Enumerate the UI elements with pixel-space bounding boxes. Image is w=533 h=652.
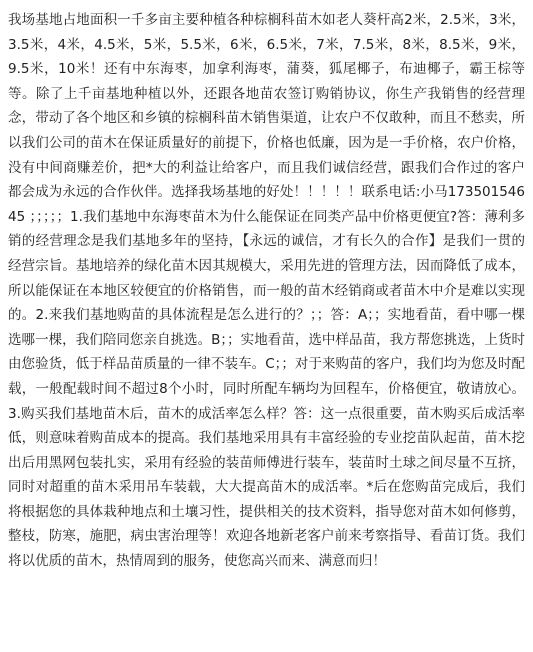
article-body: 我场基地占地面积一千多亩主要种植各种棕榈科苗木如老人葵杆高2米，2.5米，3米，3.5米，4米，4.5米，5米，5.5米，6米，6.5米，7米，7.5米，8米，8.5米，9米，9.5米，10米！还有中东海枣，加拿利海枣，蒲葵，狐尾椰子，布迪椰子，霸王棕等等。除了上千亩基地种植以外，还跟各地苗农签订购销协议，你生产我销售的经营理念，带动了各个地区和乡镇的棕榈科苗木销售渠道，让农户不仅敢种，而且不愁卖，所以我们公司的苗木在保证质量好的前提下，价格也低廉，因为是一手价格，农户价格，没有中间商赚差价，把*大的利益让给客户，而且我们诚信经营，跟我们合作过的客户都会成为永远的合作伙伴。选择我场基地的好处！！！！！联系电话:小马17350154645 ；；；；；1.我们基地中东海枣苗木为什么能保证在同类产品中价格更便宜?答：薄利多销的经营理念是我们基地多年的坚持，【永远的诚信，才有长久的合作】是我们一贯的经营宗旨。基地培养的绿化苗木因其规模大，采用先进的管理方法，因而降低了成本，所以能保证在本地区较便宜的价格销售，而一般的苗木经销商或者苗木中介是难以实现的。2.来我们基地购苗的具体流程是怎么进行的？；；答：A；；实地看苗，看中哪一棵选哪一棵，我们陪同您亲自挑选。B；；实地看苗，选中样品苗，我方帮您挑选，上货时由您验货，低于样品苗质量的一律不装车。C；；对于来购苗的客户，我们均为您及时配载，一般配载时间不超过8个小时，同时所配车辆均为回程车，价格便宜，敬请放心。3.购买我们基地苗木后，苗木的成活率怎么样？答：这一点很重要，苗木购买后成活率低，则意味着购苗成本的提高。我们基地采用具有丰富经验的专业挖苗队起苗，苗木挖出后用黑网包装扎实，采用有经验的装苗师傅进行装车，装苗时土球之间尽量不互挤，同时对超重的苗木采用吊车装载，大大提高苗木的成活率。*后在您购苗完成后，我们将根据您的具体栽种地点和土壤习性，提供相关的技术资料，指导您对苗木如何修剪，整枝，防寒，施肥，病虫害治理等！欢迎各地新老客户前来考察指导、看苗订货。我们将以优质的苗木，热情周到的服务，使您高兴而来、满意而归！ (8, 12, 525, 570)
